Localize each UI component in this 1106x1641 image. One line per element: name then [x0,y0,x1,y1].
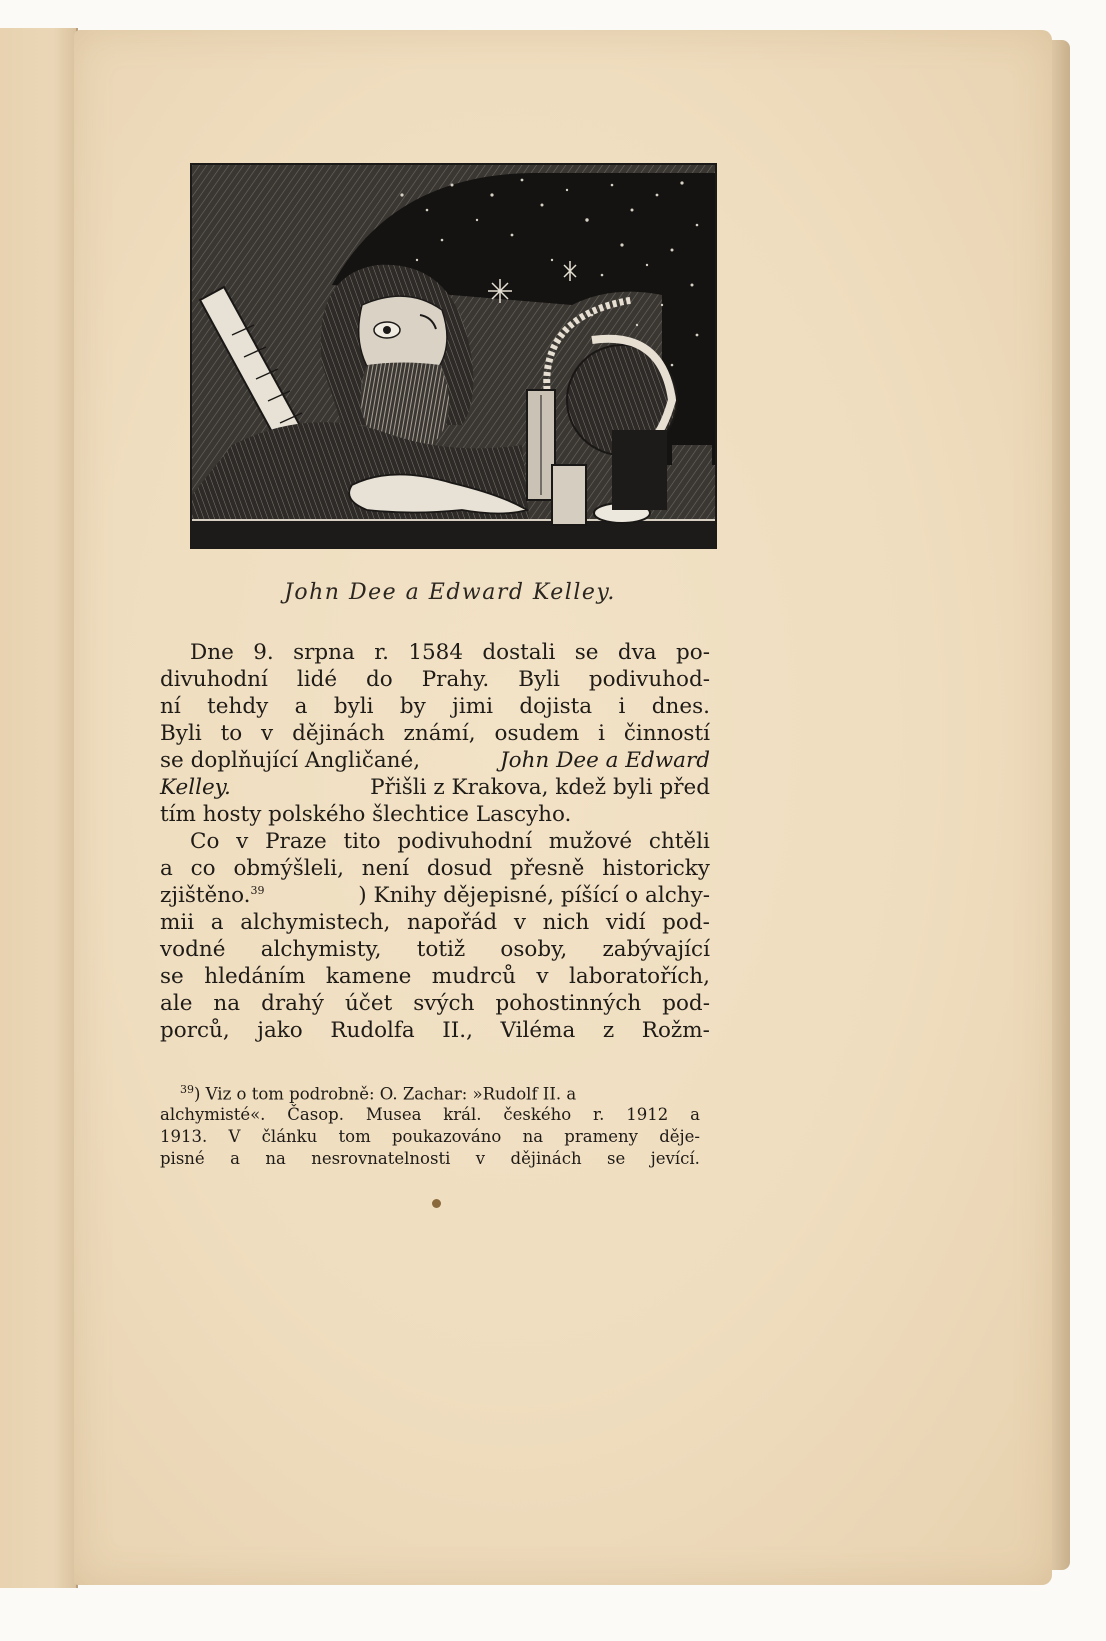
word: Byli [160,721,202,746]
word: podivuhodní [397,829,532,854]
word: v [475,1149,486,1168]
word: tito [343,829,381,854]
word: Co [190,829,220,854]
word: tom [338,1127,371,1146]
word: a [294,694,308,719]
word: II., [442,1018,473,1043]
word: Rožm- [641,1018,710,1043]
text-segment [160,883,265,908]
word: 9. [253,640,274,665]
word: podivuhod- [588,667,710,692]
word: chtěli [648,829,710,854]
word: mii [160,910,195,935]
word: Viléma [500,1018,576,1043]
word: a [230,1149,240,1168]
word: alchymisté«. [160,1105,266,1124]
word: dojista [519,694,593,719]
word: vidí [605,910,646,935]
word: a [690,1105,700,1124]
word: historicky [602,856,710,881]
word: osoby, [500,937,568,962]
text-segment: ) Knihy dějepisné, píšící o alchy- [358,883,710,908]
word: lidé [296,667,338,692]
word: činností [623,721,710,746]
word: r. [374,640,389,665]
word: se [160,964,184,989]
word: dnes. [651,694,710,719]
word: r. [593,1105,605,1124]
text-line [160,937,710,962]
word: Praze [265,829,327,854]
text-line [160,991,710,1016]
text-line [160,694,710,719]
word: jimi [452,694,493,719]
word: v [513,910,526,935]
paper-speck [432,1199,441,1208]
word: 1913. [160,1127,208,1146]
word: byli [333,694,374,719]
text-line [160,910,710,935]
word: pisné [160,1149,205,1168]
word: zabývající [602,937,710,962]
word: dostali [482,640,556,665]
text-line [190,829,710,854]
word: a [210,910,224,935]
word: vodné [160,937,226,962]
word: divuhodní [160,667,268,692]
footnote-reference: 39 [250,883,265,897]
word: jevící. [650,1149,700,1168]
word: na [213,991,241,1016]
word: jako [257,1018,303,1043]
word: kamene [325,964,412,989]
word: ní [160,694,181,719]
word: totiž [416,937,466,962]
word: dějinách [510,1149,582,1168]
text-line [160,964,710,989]
word: Prahy. [421,667,490,692]
word: i [598,721,605,746]
footnote-line [160,1105,700,1124]
word: dějinách [292,721,385,746]
text-segment: se doplňující Angličané, [160,748,421,773]
word: na [522,1127,544,1146]
word: napořád [406,910,498,935]
word: Dne [190,640,234,665]
text-segment: zjištěno. [160,883,251,908]
word: v [536,964,549,989]
text-line [160,721,710,746]
footnote-line [180,1083,700,1104]
text-line [160,1018,710,1043]
text-line [160,667,710,692]
word: článku [261,1127,318,1146]
word: i [618,694,626,719]
word: mužové [548,829,633,854]
text-segment: ) Viz o tom podrobně: O. Zachar: »Rudolf II. a [194,1084,577,1104]
word: nich [542,910,590,935]
word: dva [617,640,657,665]
text-segment [180,1083,576,1104]
word: se [574,640,599,665]
text-line [160,775,710,800]
word: dosud [426,856,493,881]
word: nesrovnatelnosti [311,1149,451,1168]
text-segment: Přišli z Krakova, kdež byli před [370,775,710,800]
word: porců, [160,1018,230,1043]
italic-name: Kelley. [160,775,231,800]
word: ale [160,991,193,1016]
text-line [160,883,710,908]
footnote-marker: 39 [180,1083,194,1096]
word: 1912 [626,1105,669,1124]
word: drahý [261,991,324,1016]
word: není [361,856,410,881]
text-line: tím hosty polského šlechtice Lascyho. [160,802,572,827]
word: 1584 [408,640,464,665]
word: v [261,721,274,746]
word: to [220,721,243,746]
word: Musea [365,1105,422,1124]
word: pod- [662,910,710,935]
word: se [607,1149,626,1168]
word: Časop. [287,1105,344,1124]
word: srpna [293,640,355,665]
word: mudrců [431,964,516,989]
italic-names: John Dee a Edward [500,748,710,773]
word: Byli [518,667,560,692]
footnote-line [160,1149,700,1168]
word: král. [443,1105,482,1124]
word: známí, [403,721,476,746]
word: účet [344,991,393,1016]
word: pod- [662,991,710,1016]
word: co [190,856,216,881]
word: osudem [494,721,580,746]
left-page-edge [0,28,78,1588]
word: alchymisty, [260,937,382,962]
footnote-line [160,1127,700,1146]
word: pohostinných [495,991,642,1016]
word: Rudolfa [330,1018,415,1043]
word: prameny [564,1127,638,1146]
word: svých [413,991,475,1016]
word: poukazováno [392,1127,502,1146]
word: přesně [510,856,585,881]
word: laboratořích, [569,964,710,989]
text-line [190,640,710,665]
word: děje- [659,1127,700,1146]
word: V [228,1127,241,1146]
word: a [160,856,173,881]
word: tehdy [207,694,269,719]
woodcut-illustration [190,163,717,549]
text-line [160,748,710,773]
word: na [265,1149,286,1168]
figure-caption: John Dee a Edward Kelley. [284,580,616,605]
word: do [366,667,393,692]
word: českého [503,1105,572,1124]
word: z [602,1018,615,1043]
word: obmýšleli, [233,856,344,881]
text-line [160,856,710,881]
word: po- [676,640,710,665]
word: alchymistech, [240,910,391,935]
word: hledáním [204,964,306,989]
word: by [399,694,426,719]
word: v [236,829,249,854]
